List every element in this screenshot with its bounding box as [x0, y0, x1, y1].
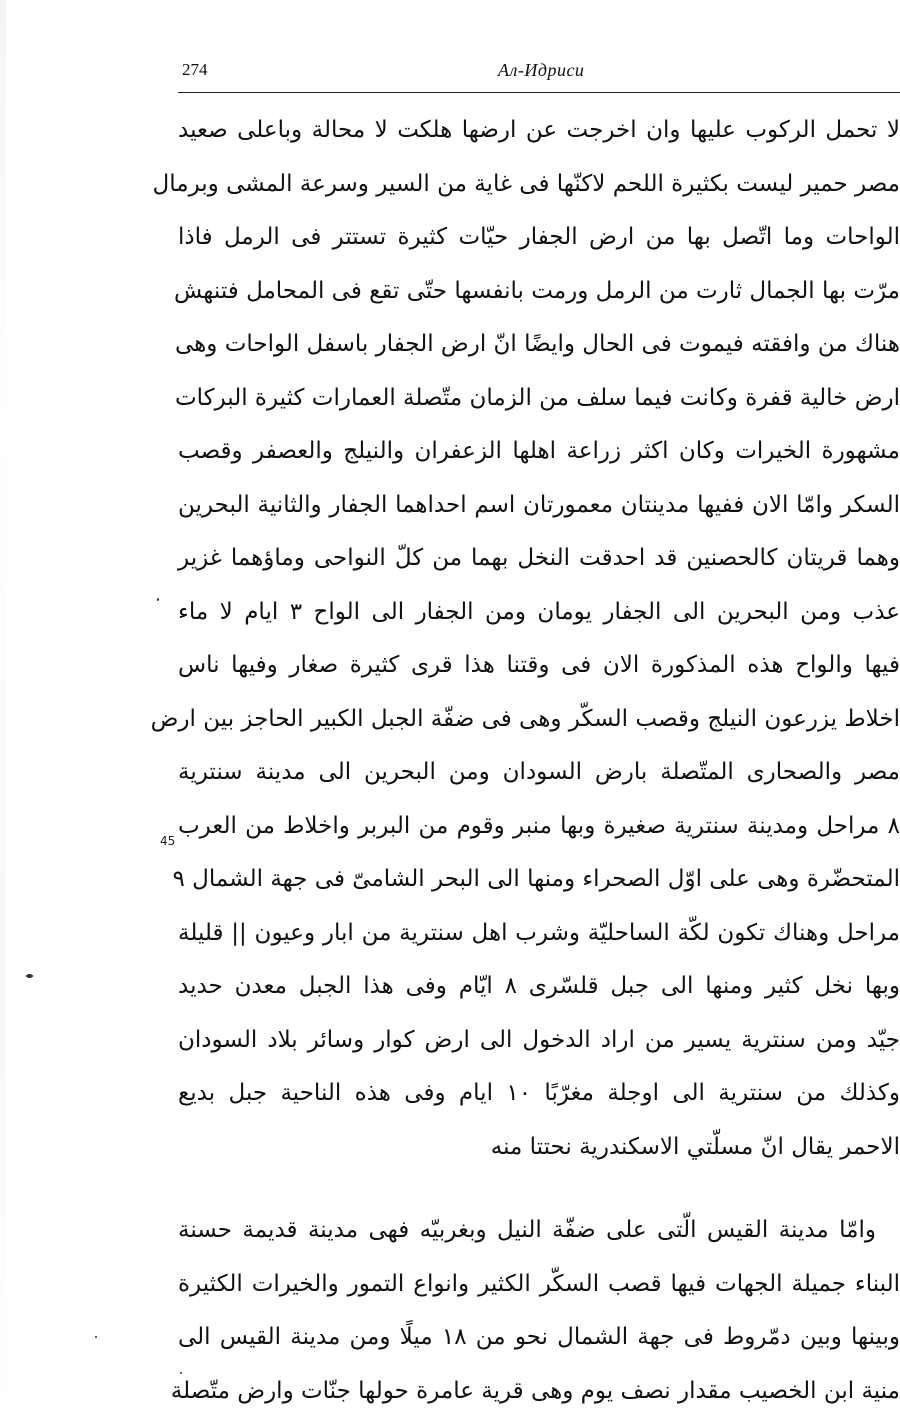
scan-edge: [0, 0, 6, 1412]
text-line: لا تحمل الركوب عليها وان اخرجت عن ارضها هلكت لا محالة وباعلى صعيد: [178, 104, 900, 158]
text-line: وهما قريتان كالحصنين قد احدقت النخل بهما من كلّ النواحى وماؤهما غزير: [178, 532, 900, 586]
text-line: مراحل وهناك تكون لكّة الساحليّة وشرب اهل سنترية من ابار وعيون || قليلة: [178, 907, 900, 961]
text-line: فيها والواح هذه المذكورة الان فى وقتنا هذا قرى كثيرة صغار وفيها ناس: [178, 639, 900, 693]
text-line: السكر وامّا الان ففيها مدينتان معمورتان اسم احداهما الجفار والثانية البحرين: [178, 479, 900, 533]
text-line: منية ابن الخصيب مقدار نصف يوم وهى قرية عامرة حولها جنّات وارض متّصلة: [178, 1365, 900, 1418]
text-line: وبينها وبين دمّروط فى جهة الشمال نحو من ١٨ ميلًا ومن مدينة القيس الى: [178, 1311, 900, 1365]
text-line: ارض خالية قفرة وكانت فيما سلف من الزمان متّصلة العمارات كثيرة البركات: [178, 372, 900, 426]
text-line: البناء جميلة الجهات فيها قصب السكّر الكثير وانواع التمور والخيرات الكثيرة: [178, 1258, 900, 1312]
running-head: Ал-Идриси: [498, 60, 584, 81]
text-line: مصر حمير ليست بكثيرة اللحم لاكنّها فى غاية من السير وسرعة المشى وبرمال: [178, 158, 900, 212]
margin-folio-note: 45: [160, 834, 175, 848]
text-line: وامّا مدينة القيس الّتى على ضفّة النيل وبغربيّه فهى مدينة قديمة حسنة: [178, 1204, 900, 1258]
text-line: الاحمر يقال انّ مسلّتي الاسكندرية نحتتا منه: [178, 1121, 900, 1175]
scan-speck: [95, 1336, 97, 1338]
scan-speck: [26, 974, 33, 978]
text-line: المتحضّرة وهى على اوّل الصحراء ومنها الى البحر الشامىّ فى جهة الشمال ٩: [178, 853, 900, 907]
text-line: جيّد ومن سنترية يسير من اراد الدخول الى ارض كوار وسائر بلاد السودان: [178, 1014, 900, 1068]
text-line: مرّت بها الجمال ثارت من الرمل ورمت بانفسها حتّى تقع فى المحامل فتنهش: [178, 265, 900, 319]
text-line: وكذلك من سنترية الى اوجلة مغرّبًا ١٠ ايام وفى هذه الناحية جبل بديع: [178, 1067, 900, 1121]
text-line: اخلاط يزرعون النيلج وقصب السكّر وهى فى ضفّة الجبل الكبير الحاجز بين ارض: [178, 693, 900, 747]
text-line: وبها نخل كثير ومنها الى جبل قلسّرى ٨ ايّام وفى هذا الجبل معدن حديد: [178, 960, 900, 1014]
scan-speck: [157, 598, 159, 601]
text-line: الواحات وما اتّصل بها من ارض الجفار حيّات كثيرة تستتر فى الرمل فاذا: [178, 211, 900, 265]
body-text: [178, 104, 900, 1418]
text-line: مشهورة الخيرات وكان اكثر زراعة اهلها الزعفران والنيلج والعصفر وقصب: [178, 425, 900, 479]
text-line: هناك من وافقته فيموت فى الحال وايضًا انّ ارض الجفار باسفل الواحات وهى: [178, 318, 900, 372]
page-header: [178, 60, 898, 90]
header-rule: [178, 92, 900, 93]
text-line: مصر والصحارى المتّصلة بارض السودان ومن البحرين الى مدينة سنترية: [178, 746, 900, 800]
paragraph-gap: [178, 1174, 900, 1204]
page-number: 274: [182, 60, 208, 80]
text-line: ٨ مراحل ومدينة سنترية صغيرة وبها منبر وقوم من البربر واخلاط من العرب: [178, 800, 900, 854]
scan-speck: [180, 1372, 182, 1374]
text-line: عذب ومن البحرين الى الجفار يومان ومن الجفار الى الواح ٣ ايام لا ماء: [178, 586, 900, 640]
